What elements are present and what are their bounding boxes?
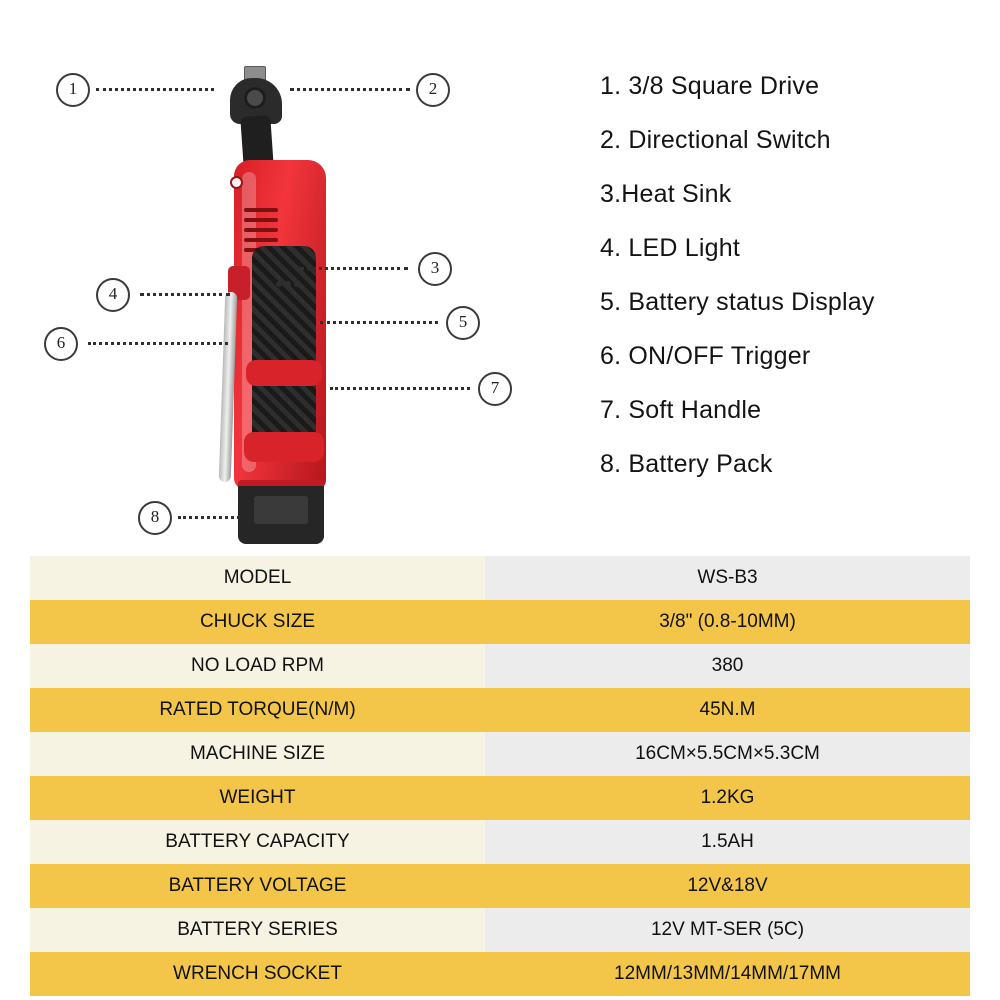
spec-key: RATED TORQUE(N/M) [30, 688, 485, 732]
table-row [30, 732, 970, 776]
table-row [30, 952, 970, 996]
callout-3: 3 [418, 252, 452, 286]
table-row [30, 776, 970, 820]
legend-item: 8. Battery Pack [600, 450, 773, 478]
grip-accent-upper [246, 360, 322, 386]
legend-item: 7. Soft Handle [600, 396, 762, 424]
legend-item: 6. ON/OFF Trigger [600, 342, 811, 370]
grip-accent-lower [244, 432, 324, 462]
spec-key: WEIGHT [30, 776, 485, 820]
ratchet-wrench-illustration [218, 60, 348, 540]
spec-key: BATTERY CAPACITY [30, 820, 485, 864]
leader-line-8 [178, 516, 240, 519]
spec-key: NO LOAD RPM [30, 644, 485, 688]
legend-item: 3.Heat Sink [600, 180, 732, 208]
spec-value: 3/8" (0.8-10MM) [485, 600, 970, 644]
led-light-icon [232, 178, 241, 187]
spec-key: MACHINE SIZE [30, 732, 485, 776]
spec-value: 16CM×5.5CM×5.3CM [485, 732, 970, 776]
table-row [30, 688, 970, 732]
battery-label [254, 496, 308, 524]
callout-4: 4 [96, 278, 130, 312]
table-row [30, 556, 970, 600]
callout-2: 2 [416, 73, 450, 107]
callout-6: 6 [44, 327, 78, 361]
spec-value: 1.5AH [485, 820, 970, 864]
legend-item: 4. LED Light [600, 234, 740, 262]
leader-line-7 [330, 387, 470, 390]
spec-key: BATTERY SERIES [30, 908, 485, 952]
table-row [30, 864, 970, 908]
spec-value: 1.2KG [485, 776, 970, 820]
leader-line-3 [300, 267, 408, 270]
battery-status-display [276, 274, 306, 282]
leader-line-6 [88, 342, 228, 345]
spec-value: 380 [485, 644, 970, 688]
spec-key: BATTERY VOLTAGE [30, 864, 485, 908]
callout-5: 5 [446, 306, 480, 340]
spec-value: 45N.M [485, 688, 970, 732]
spec-value: WS-B3 [485, 556, 970, 600]
specification-table [30, 556, 970, 996]
spec-key: MODEL [30, 556, 485, 600]
spec-key: WRENCH SOCKET [30, 952, 485, 996]
table-row [30, 600, 970, 644]
callout-7: 7 [478, 372, 512, 406]
table-row [30, 820, 970, 864]
callout-8: 8 [138, 501, 172, 535]
parts-legend-list [560, 74, 1000, 506]
spec-value: 12V&18V [485, 864, 970, 908]
spec-value: 12V MT-SER (5C) [485, 908, 970, 952]
leader-line-2 [290, 88, 410, 91]
spec-key: CHUCK SIZE [30, 600, 485, 644]
leader-line-4 [140, 293, 230, 296]
callout-1: 1 [56, 73, 90, 107]
legend-item: 5. Battery status Display [600, 288, 875, 316]
table-row [30, 908, 970, 952]
spec-value: 12MM/13MM/14MM/17MM [485, 952, 970, 996]
battery-pack [238, 480, 324, 544]
leader-line-1 [96, 88, 214, 91]
legend-item: 2. Directional Switch [600, 126, 831, 154]
leader-line-5 [320, 321, 438, 324]
product-illustration [0, 0, 545, 555]
legend-item: 1. 3/8 Square Drive [600, 72, 820, 100]
table-row [30, 644, 970, 688]
